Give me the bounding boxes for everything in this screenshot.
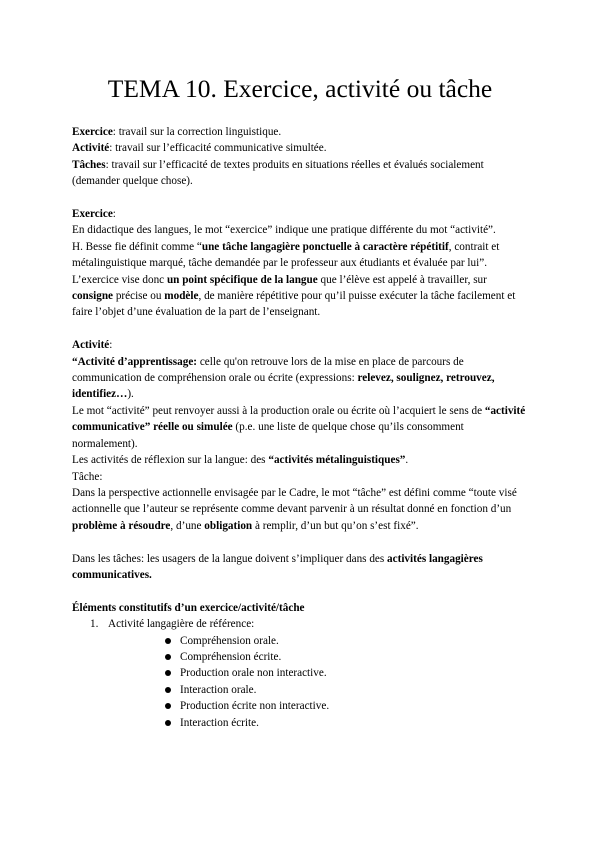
spacer bbox=[72, 534, 528, 550]
text: précise ou bbox=[113, 290, 165, 303]
bullet-item bbox=[108, 682, 528, 698]
heading-text: Activité bbox=[72, 339, 110, 352]
summary-text: : travail sur l’efficacité communicative simultée. bbox=[109, 142, 327, 155]
text: . bbox=[405, 454, 409, 467]
exercice-paragraph-3 bbox=[72, 272, 528, 321]
tache-paragraph-1 bbox=[72, 485, 528, 534]
bold-text: “activités métalinguistiques” bbox=[268, 454, 406, 467]
bullet-list bbox=[108, 633, 528, 731]
summary-activite bbox=[72, 140, 528, 156]
bold-text: activités langagières communicatives. bbox=[72, 552, 483, 581]
term-activite: Activité bbox=[72, 142, 110, 155]
text: ). bbox=[127, 388, 134, 401]
bullet-text: Production orale non interactive. bbox=[180, 667, 327, 680]
text: Dans les tâches: les usagers de la langue doivent s’impliquer dans des bbox=[72, 552, 388, 565]
summary-taches bbox=[72, 157, 528, 190]
spacer bbox=[72, 583, 528, 599]
bullet-icon bbox=[165, 720, 171, 726]
bullet-item bbox=[108, 649, 528, 665]
exercice-paragraph-1: En didactique des langues, le mot “exercice” indique une pratique différente du mot “activité”. bbox=[72, 224, 496, 237]
bullet-item bbox=[108, 715, 528, 731]
text: celle qu'on retrouve lors de la mise en place de parcours de communication de compréhension orale ou écrite (expressions: bbox=[72, 355, 464, 385]
summary-exercice bbox=[72, 124, 528, 140]
summary-text: : travail sur l’efficacité de textes produits en situations réelles et évalués socialement (demander quelque chose). bbox=[72, 158, 484, 188]
bold-text: “activité communicative” réelle ou simulée bbox=[72, 404, 526, 434]
text: Le mot “activité” peut renvoyer aussi à la production orale ou écrite où l’acquiert le sens de bbox=[72, 404, 485, 417]
section-heading-elements bbox=[72, 600, 528, 616]
spacer bbox=[72, 321, 528, 337]
heading-text: Exercice bbox=[72, 208, 113, 221]
text: Dans la perspective actionnelle envisagée par le Cadre, le mot “tâche” est défini comme “toute visé actionnelle que l’auteur se représente comme devant parvenir à un résultat donné en fonction d’un bbox=[72, 486, 517, 516]
bullet-item bbox=[108, 633, 528, 649]
text: , d’une bbox=[170, 519, 205, 532]
list-item bbox=[72, 616, 528, 731]
numbered-list bbox=[72, 616, 528, 731]
bullet-icon bbox=[165, 670, 171, 676]
bold-text: modèle bbox=[164, 290, 199, 303]
bullet-text: Compréhension écrite. bbox=[180, 650, 282, 663]
section-heading-tache: Tâche: bbox=[72, 470, 103, 483]
term-exercice: Exercice bbox=[72, 126, 113, 138]
exercice-paragraph-2 bbox=[72, 239, 528, 272]
activite-paragraph-3 bbox=[72, 452, 528, 468]
text: (p.e. une liste de quelque chose qu’ils consomment normalement). bbox=[72, 421, 464, 450]
activite-paragraph-1 bbox=[72, 354, 528, 403]
heading-colon: : bbox=[112, 208, 116, 221]
text: que l’élève est appelé à travailler, sur bbox=[317, 273, 487, 286]
section-heading-exercice bbox=[72, 206, 528, 222]
text: H. Besse fie définit comme “ bbox=[72, 240, 202, 253]
bold-text: relevez, soulignez, retrouvez, identifiez… bbox=[72, 372, 495, 401]
bullet-text: Interaction écrite. bbox=[180, 716, 259, 729]
section-heading-activite bbox=[72, 337, 528, 353]
text: , de manière répétitive pour qu’il puisse exécuter la tâche facilement et faire l’objet d’une évaluation de la part de l’enseignant. bbox=[72, 290, 516, 319]
text: à remplir, d’un but qu’on s’est fixé”. bbox=[252, 519, 419, 532]
bullet-item bbox=[108, 698, 528, 714]
activite-paragraph-2 bbox=[72, 403, 528, 452]
bold-text: “Activité d’apprentissage: bbox=[72, 355, 198, 368]
text: Les activités de réflexion sur la langue: des bbox=[72, 454, 269, 467]
term-taches: Tâches bbox=[72, 158, 106, 171]
spacer bbox=[72, 190, 528, 206]
bullet-text: Production écrite non interactive. bbox=[180, 700, 330, 713]
bold-text: une tâche langagière ponctuelle à caractère répétitif bbox=[201, 240, 449, 253]
bullet-text: Compréhension orale. bbox=[180, 634, 279, 647]
text: , contrait et métalinguistique marqué, tâche demandée par le professeur aux étudiants et évaluée par lui”. bbox=[72, 240, 500, 270]
page-title: TEMA 10. Exercice, activité ou tâche bbox=[107, 74, 493, 103]
tache-paragraph-2 bbox=[72, 551, 528, 584]
bullet-text: Interaction orale. bbox=[180, 683, 257, 696]
bold-text: un point spécifique de la langue bbox=[166, 273, 318, 286]
bullet-icon bbox=[165, 654, 171, 660]
summary-text: : travail sur la correction linguistique. bbox=[112, 126, 282, 138]
bullet-icon bbox=[165, 638, 171, 644]
bullet-icon bbox=[165, 703, 171, 709]
document-body bbox=[72, 124, 528, 731]
list-number: 1. bbox=[90, 618, 99, 631]
bold-text: consigne bbox=[72, 290, 114, 303]
heading-text: Éléments constitutifs d’un exercice/activité/tâche bbox=[72, 601, 305, 614]
text: L’exercice vise donc bbox=[72, 273, 167, 286]
bold-text: problème à résoudre bbox=[72, 519, 171, 532]
bullet-icon bbox=[165, 687, 171, 693]
bold-text: obligation bbox=[204, 519, 253, 532]
heading-colon: : bbox=[109, 339, 113, 352]
bullet-item bbox=[108, 665, 528, 681]
list-item-label: Activité langagière de référence: bbox=[108, 618, 255, 631]
